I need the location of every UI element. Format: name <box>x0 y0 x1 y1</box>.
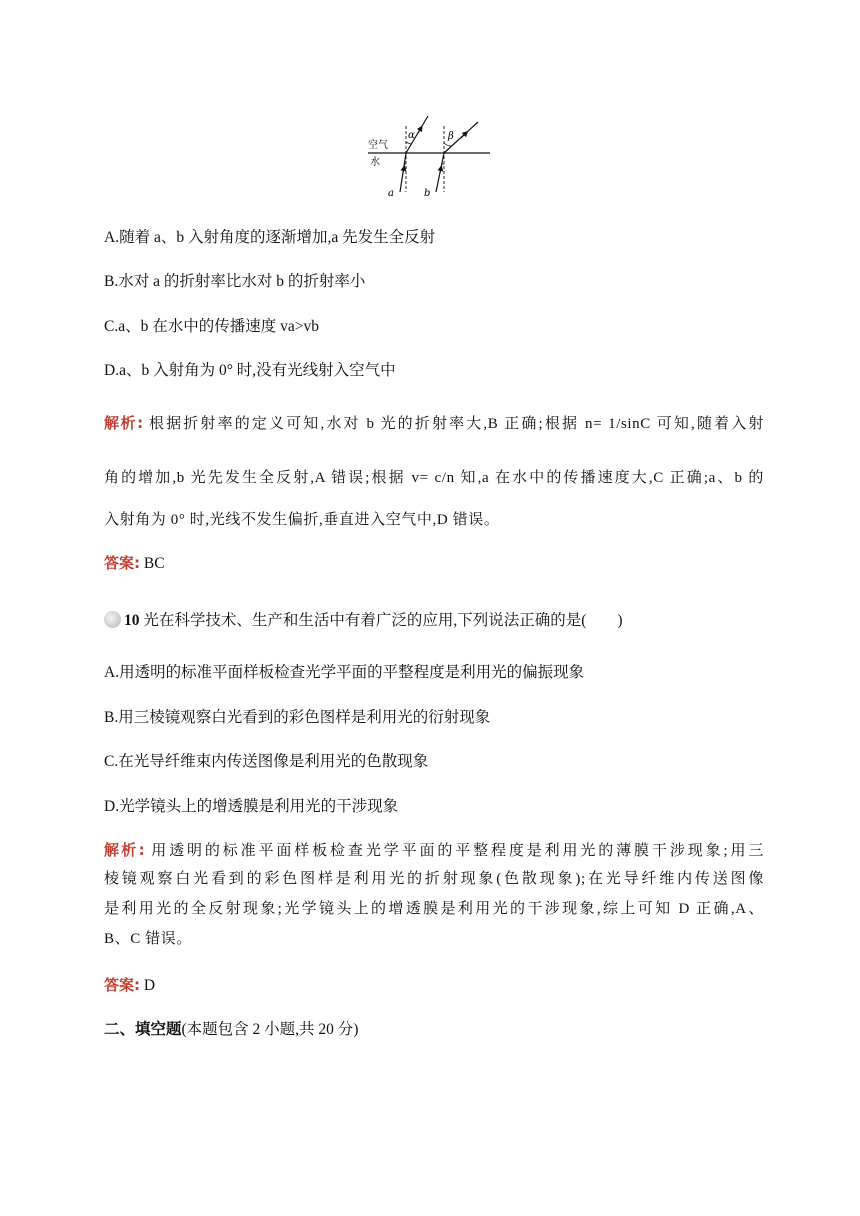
q9-analysis-line-1 <box>104 411 764 436</box>
q10-answer-value: D <box>143 977 156 994</box>
q10-answer <box>104 973 155 998</box>
q10-option-d: D.光学镜头上的增透膜是利用光的干涉现象 <box>104 798 399 815</box>
q9-answer-label: 答案: <box>104 554 140 572</box>
q10-answer-label: 答案: <box>104 976 140 994</box>
refraction-diagram-svg <box>364 112 494 202</box>
q10-analysis-line-3: 是利用光的全反射现象;光学镜头上的增透膜是利用光的干涉现象,综上可知 D 正确,A、 <box>104 901 764 917</box>
q9-answer-value: BC <box>143 555 165 572</box>
q9-answer <box>104 551 165 576</box>
section-2-title: 二、填空题 <box>104 1020 182 1038</box>
q9-option-b: B.水对 a 的折射率比水对 b 的折射率小 <box>104 273 366 290</box>
q9-option-c: C.a、b 在水中的传播速度 va>vb <box>104 318 319 335</box>
ray-b-arrow-water <box>440 168 441 173</box>
label-alpha: α <box>408 130 415 141</box>
q10-number: 10 <box>124 612 140 629</box>
label-b: b <box>424 188 431 199</box>
q10-option-c: C.在光导纤维束内传送图像是利用光的色散现象 <box>104 753 429 770</box>
angle-beta-arc <box>444 143 451 146</box>
q10-analysis-line-4: B、C 错误。 <box>104 931 192 947</box>
q10-stem-text: 光在科学技术、生产和生活中有着广泛的应用,下列说法正确的是( ) <box>143 612 623 629</box>
section-2-heading <box>104 1017 358 1042</box>
ray-b-arrow-air <box>461 133 466 138</box>
question-bullet-icon <box>104 611 121 628</box>
q10-analysis-line-1 <box>104 838 764 863</box>
q10-stem <box>104 609 623 633</box>
q10-option-b: B.用三棱镜观察白光看到的彩色图样是利用光的衍射现象 <box>104 709 491 726</box>
q9-option-a: A.随着 a、b 入射角度的逐渐增加,a 先发生全反射 <box>104 229 436 246</box>
angle-alpha-arc <box>406 142 411 144</box>
section-2-note: (本题包含 2 小题,共 20 分) <box>181 1021 359 1038</box>
q10-option-a: A.用透明的标准平面样板检查光学平面的平整程度是利用光的偏振现象 <box>104 664 585 681</box>
label-water: 水 <box>370 157 380 168</box>
refraction-diagram <box>364 112 494 202</box>
ray-a-arrow-air <box>418 128 421 133</box>
q9-analysis-line-2: 角的增加,b 光先发生全反射,A 错误;根据 v= c/n 知,a 在水中的传播速度大,C 正确;a、b 的 <box>104 470 764 486</box>
q9-option-d: D.a、b 入射角为 0° 时,没有光线射入空气中 <box>104 362 396 379</box>
label-a: a <box>388 188 394 199</box>
q10-analysis-label: 解析: <box>104 841 145 859</box>
q10-analysis-line-2: 棱镜观察白光看到的彩色图样是利用光的折射现象(色散现象);在光导纤维内传送图像 <box>104 871 764 887</box>
q9-analysis-label: 解析: <box>104 414 144 432</box>
q9-analysis-line-3: 入射角为 0° 时,光线不发生偏折,垂直进入空气中,D 错误。 <box>104 512 500 528</box>
q10-analysis-text-1: 用透明的标准平面样板检查光学平面的平整程度是利用光的薄膜干涉现象;用三 <box>151 843 765 859</box>
q9-analysis-text-1: 根据折射率的定义可知,水对 b 光的折射率大,B 正确;根据 n= 1/sinC 可知,随着入射 <box>149 416 764 432</box>
label-beta: β <box>448 131 454 142</box>
label-air: 空气 <box>368 140 388 151</box>
